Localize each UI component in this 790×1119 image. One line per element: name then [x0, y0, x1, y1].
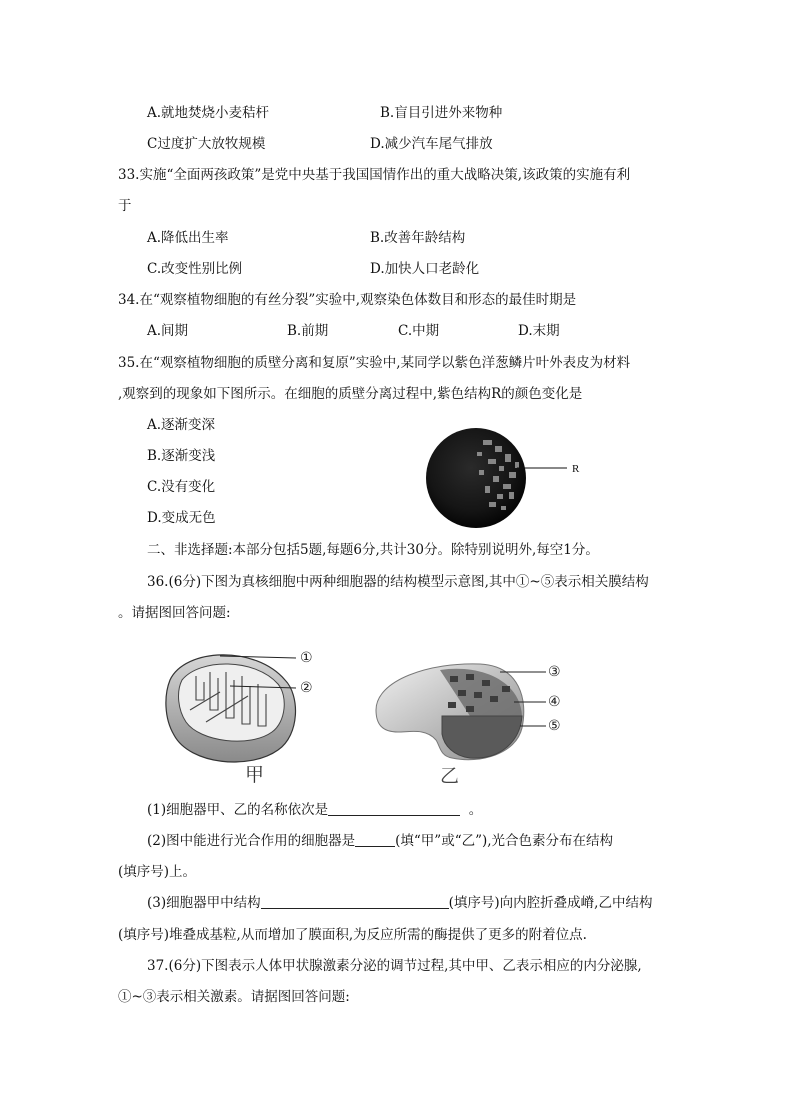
q37-stem-line2: ①~③表示相关激素。请据图回答问题:	[118, 989, 350, 1005]
q36-stem-line1: 36.(6分)下图为真核细胞中两种细胞器的结构模型示意图,其中①~⑤表示相关膜结构	[147, 574, 649, 590]
q33-option-b: B.改善年龄结构	[370, 230, 466, 246]
q36-sub3	[147, 894, 652, 912]
q36-sub1-text: (1)细胞器甲、乙的名称依次是	[147, 802, 329, 818]
label-4: ④	[548, 694, 561, 710]
inner-section	[442, 716, 522, 758]
q36-sub1-blank[interactable]	[328, 801, 460, 816]
q33-option-c: C.改变性别比例	[147, 261, 243, 277]
q35-cell-figure	[425, 424, 595, 534]
q34-option-d: D.末期	[518, 323, 560, 339]
label-1: ①	[300, 650, 313, 666]
label-r: R	[572, 463, 580, 475]
label-yi: 乙	[440, 765, 460, 787]
q32-option-c: C过度扩大放牧规模	[147, 136, 266, 152]
chloroplast-figure	[370, 650, 570, 790]
q36-sub3-blank-1[interactable]	[261, 894, 449, 909]
q34-option-b: B.前期	[287, 323, 329, 339]
q32-option-b: B.盲目引进外来物种	[380, 105, 503, 121]
q36-stem-line2: 。请据图回答问题:	[118, 605, 231, 621]
q36-sub2-text-2: (填“甲”或“乙”),光合色素分布在结构	[395, 833, 614, 849]
q35-stem-line1: 35.在“观察植物细胞的质壁分离和复原”实验中,某同学以紫色洋葱鳞片叶外表皮为材料	[118, 355, 631, 371]
q32-option-d: D.减少汽车尾气排放	[370, 136, 493, 152]
q36-sub1-end: 。	[468, 802, 483, 818]
q33-stem-line1: 33.实施“全面两孩政策”是党中央基于我国国情作出的重大战略决策,该政策的实施有利	[118, 167, 631, 183]
q36-sub2-blank-1[interactable]	[355, 832, 395, 847]
q33-option-a: A.降低出生率	[147, 230, 229, 246]
q35-option-d: D.变成无色	[147, 510, 216, 526]
q35-option-a: A.逐渐变深	[147, 417, 216, 433]
q33-option-d: D.加快人口老龄化	[370, 261, 480, 277]
label-5: ⑤	[548, 718, 561, 734]
q34-stem: 34.在“观察植物细胞的有丝分裂”实验中,观察染色体数目和形态的最佳时期是	[118, 292, 577, 308]
q36-sub2-line2: (填序号)上。	[118, 864, 197, 880]
q37-stem-line1: 37.(6分)下图表示人体甲状腺激素分泌的调节过程,其中甲、乙表示相应的内分泌腺,	[147, 958, 642, 974]
label-2: ②	[300, 680, 313, 696]
q33-stem-line2: 于	[118, 198, 132, 214]
q35-stem-line2: ,观察到的现象如下图所示。在细胞的质壁分离过程中,紫色结构R的颜色变化是	[118, 386, 583, 402]
q36-sub3-text-2: (填序号)向内腔折叠成嵴,乙中结构	[448, 895, 653, 911]
section-2-heading: 二、非选择题:本部分包括5题,每题6分,共计30分。除特别说明外,每空1分。	[147, 542, 599, 558]
q34-option-a: A.间期	[147, 323, 189, 339]
q36-sub3-text: (3)细胞器甲中结构	[147, 895, 261, 911]
q32-option-a: A.就地焚烧小麦秸杆	[147, 105, 270, 121]
label-jia: 甲	[245, 764, 265, 786]
q36-sub3-line2: (填序号)堆叠成基粒,从而增加了膜面积,为反应所需的酶提供了更多的附着位点.	[118, 927, 587, 943]
q36-sub1	[147, 801, 482, 819]
inner-compartment	[179, 664, 285, 741]
q35-option-c: C.没有变化	[147, 479, 216, 495]
label-3: ③	[548, 664, 561, 680]
q34-option-c: C.中期	[398, 323, 440, 339]
q36-sub2	[147, 832, 613, 850]
mitochondrion-figure	[160, 640, 330, 790]
q36-sub2-text: (2)图中能进行光合作用的细胞器是	[147, 833, 356, 849]
q35-option-b: B.逐渐变浅	[147, 448, 216, 464]
